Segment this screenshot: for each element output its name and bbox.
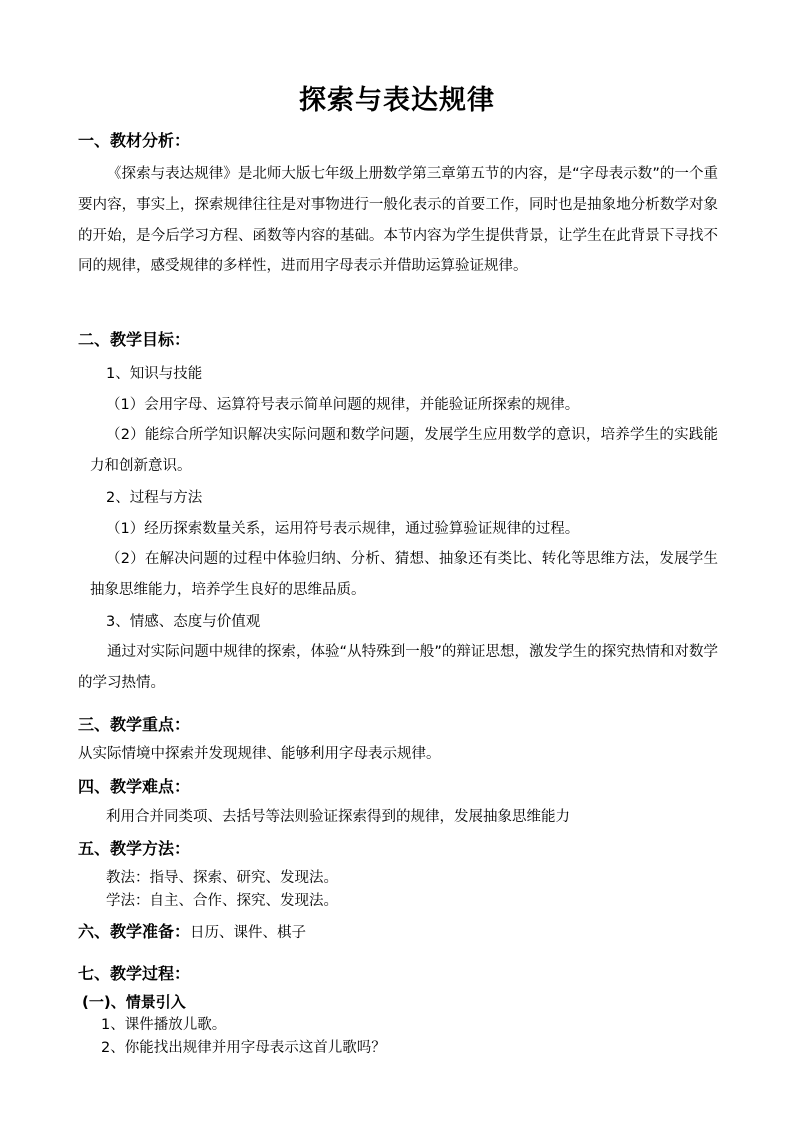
teaching-method-teach: 教法：指导、探索、研究、发现法。 [106, 870, 338, 886]
section-heading-teaching-process: 七、教学过程： [78, 964, 191, 983]
process-item-2: 2、你能找出规律并用字母表示这首儿歌吗？ [101, 1040, 386, 1056]
goal-subheading-knowledge-skills: 1、知识与技能 [106, 366, 203, 382]
teaching-method-learn: 学法：自主、合作、探究、发现法。 [106, 893, 338, 909]
process-subheading-scene-intro: (一)、情景引入 [82, 993, 186, 1011]
section-heading-teaching-focus: 三、教学重点： [78, 715, 191, 734]
goal-item-process-2: （2）在解决问题的过程中体验归纳、分析、猜想、抽象还有类比、转化等思维方法，发展学生抽象思维能力，培养学生良好的思维品质。 [90, 551, 718, 598]
teaching-preparation-text: 日历、课件、棋子 [190, 925, 307, 941]
textbook-analysis-paragraph: 《探索与表达规律》是北师大版七年级上册数学第三章第五节的内容，是“字母表示数”的一个重要内容，事实上，探索规律往往是对事物进行一般化表示的首要工作，同时也是抽象地分析数学对象的开始，是今后学习方程、函数等内容的基础。本节内容为学生提供背景，让学生在此背景下寻找不同的规律，感受规律的多样性，进而用字母表示并借助运算验证规律。 [78, 166, 718, 275]
section-teaching-preparation [78, 919, 306, 942]
section-heading-teaching-methods: 五、教学方法： [78, 839, 191, 858]
goal-item-knowledge-2: （2）能综合所学知识解决实际问题和数学问题，发展学生应用数学的意识，培养学生的实践能力和创新意识。 [90, 427, 718, 474]
goal-subheading-process-methods: 2、过程与方法 [106, 490, 203, 506]
goal-item-knowledge-1: （1）会用字母、运算符号表示简单问题的规律，并能验证所探索的规律。 [106, 397, 580, 413]
goal-subheading-emotion-attitude: 3、情感、态度与价值观 [106, 614, 261, 630]
goal-item-emotion-1: 通过对实际问题中规律的探索，体验“从特殊到一般”的辩证思想，激发学生的探究热情和对数学的学习热情。 [78, 644, 718, 691]
teaching-difficulty-text: 利用合并同类项、去括号等法则验证探索得到的规律，发展抽象思维能力 [106, 809, 570, 825]
section-heading-teaching-preparation: 六、教学准备： [78, 922, 191, 941]
process-item-1: 1、课件播放儿歌。 [101, 1017, 227, 1033]
goal-item-process-1: （1）经历探索数量关系，运用符号表示规律，通过验算验证规律的过程。 [106, 521, 580, 537]
document-title: 探索与表达规律 [299, 85, 495, 116]
section-heading-teaching-difficulty: 四、教学难点： [78, 777, 191, 796]
teaching-focus-text: 从实际情境中探索并发现规律、能够利用字母表示规律。 [78, 746, 441, 762]
section-heading-textbook-analysis: 一、教材分析： [78, 131, 191, 150]
section-heading-teaching-goals: 二、教学目标： [78, 330, 191, 349]
